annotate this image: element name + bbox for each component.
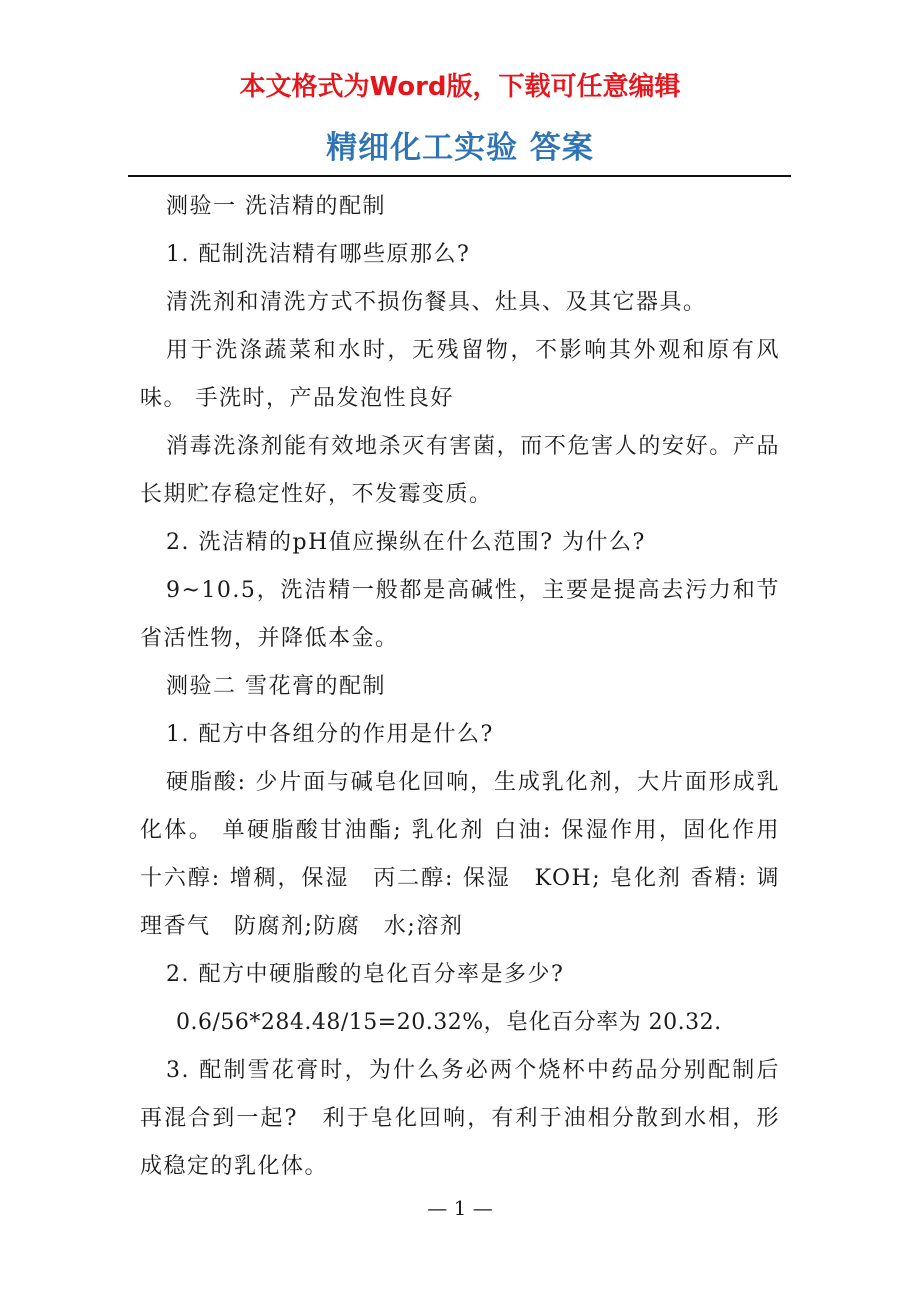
page-number: — 1 —: [427, 1196, 493, 1220]
question-2-2: 2. 配方中硬脂酸的皂化百分率是多少?: [166, 962, 565, 987]
title-divider: [128, 175, 791, 177]
question-2-1: 1. 配方中各组分的作用是什么?: [166, 722, 494, 747]
format-banner: 本文格式为Word版，下载可任意编辑: [239, 72, 681, 102]
answer-paragraph: 清洗剂和清洗方式不损伤餐具、灶具、及其它器具。: [166, 290, 707, 315]
question-2-3: 3. 配制雪花膏时，为什么务必两个烧杯中药品分别配制后再混合到一起? 利于皂化回响，有利于油相分散到水相，形成稳定的乳化体。: [140, 1058, 780, 1179]
answer-paragraph: 9~10.5，洗洁精一般都是高碱性，主要是提高去污力和节省活性物，并降低本金。: [140, 578, 780, 651]
question-1-2: 2. 洗洁精的pH值应操纵在什么范围? 为什么?: [166, 530, 646, 555]
answer-paragraph: 用于洗涤蔬菜和水时，无残留物，不影响其外观和原有风味。 手洗时，产品发泡性良好: [140, 338, 780, 411]
section-heading-2: 测验二 雪花膏的配制: [166, 674, 386, 699]
document-body: [140, 183, 804, 1191]
answer-paragraph: 消毒洗涤剂能有效地杀灭有害菌，而不危害人的安好。产品长期贮存稳定性好，不发霉变质。: [140, 434, 780, 507]
document-title: 精细化工实验 答案: [326, 130, 594, 166]
answer-paragraph: 硬脂酸: 少片面与碱皂化回响，生成乳化剂，大片面形成乳化体。 单硬脂酸甘油酯; 乳化剂 白油: 保湿作用，固化作用 十六醇: 增稠，保湿 丙二醇: 保湿 KOH; 皂化剂 香精: 调理香气 防腐剂;防腐 水;溶剂: [140, 770, 804, 939]
section-heading-1: 测验一 洗洁精的配制: [166, 194, 386, 219]
formula-answer: 0.6/56*284.48/15=20.32%，皂化百分率为 20.32.: [176, 1010, 722, 1035]
question-1-1: 1. 配制洗洁精有哪些原那么?: [166, 242, 471, 267]
